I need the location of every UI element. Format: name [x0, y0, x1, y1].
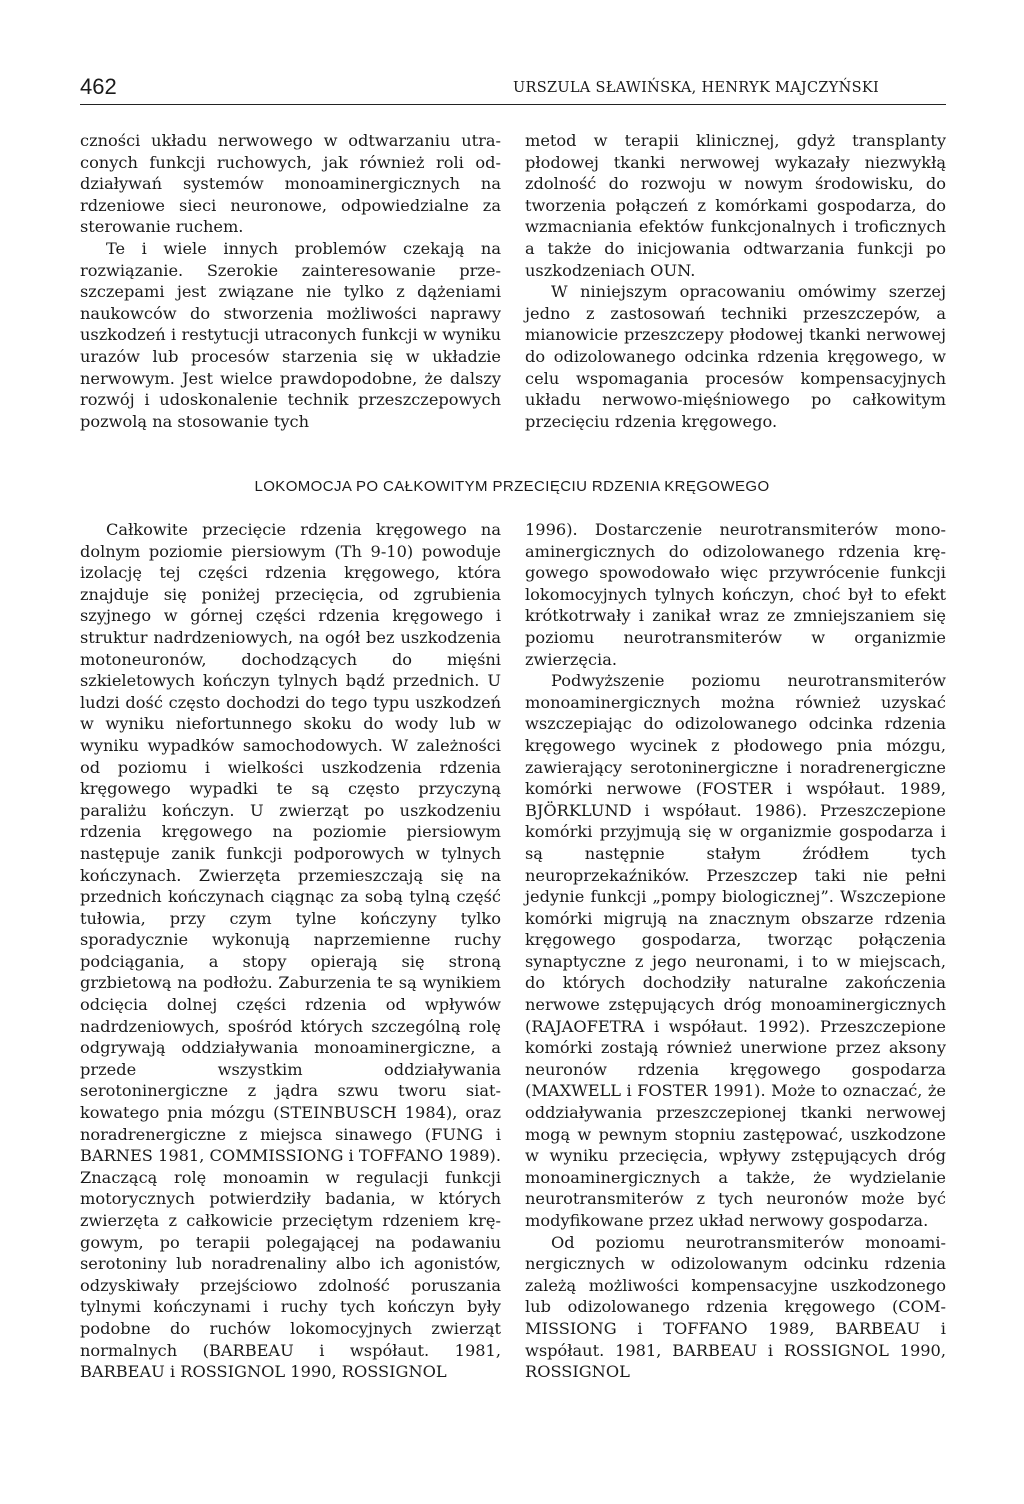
section-right-paragraph-2: Podwyższenie poziomu neurotransmiterów monoaminergicznych można również uzyskać wszczepiając do odizolowanego odcinka rdzenia kręgowego wycinek z płodowego pnia mózgu, zawierający serotoninergiczne i noradrenergiczne komórki nerwowe (FOSTER i współaut. 1989, BJÖRKLUND i współaut. 1986). Przeszczepione komórki przyjmują się w organizmie gospodarza i są następnie stałym źródłem tych neuroprzekaźników. Przeszczep taki nie pełni jedynie funkcji „pompy biologicznej”. Wszczepione komórki migrują na znacznym obszarze rdzenia kręgowego gospodarza, tworząc połączenia synaptyczne z jego neuronami, i to w miejscach, do których dochodziły naturalne zakończenia nerwowe zstępujących dróg monoaminergicznych (RAJAOFETRA i współaut. 1992). Przeszczepione komórki zostają również unerwione przez aksony neuronów rdzenia kręgowego gospodarza (MAXWELL i FOSTER 1991). Może to oznaczać, że oddziaływania przeszczepionej tkanki nerwowej mogą w pewnym stopniu zastępować, uszkodzone w wyniku przecięcia, wpływy zstępujących dróg monoaminergicznych a także, że wydzielanie neurotransmiterów z tych neuronów może być modyfikowane przez układ nerwowy gospodarza. [525, 671, 946, 1230]
page-header [80, 72, 946, 105]
intro-left-paragraph-2: Te i wiele innych problemów czekają na rozwiązanie. Szerokie zainteresowanie przeszczepami jest związane nie tylko z dążeniami naukowców do stworzenia możliwości naprawy uszkodzeń i restytucji utraconych funkcji w wyniku urazów lub procesów starzenia się w układzie nerwowym. Jest wielce prawdopodobne, że dalszy rozwój i udoskonalenie technik przeszczepowych pozwolą na stosowanie tych [80, 238, 501, 431]
section-right-paragraph-3: Od poziomu neurotransmiterów monoaminergicznych w odizolowanym odcinku rdzenia zależą możliwości kompensacyjne uszkodzonego lub odizolowanego rdzenia kręgowego (COMMISSIONG i TOFFANO 1989, BARBEAU i współaut. 1981, BARBEAU i ROSSIGNOL 1990, ROSSIGNOL [525, 1232, 946, 1382]
page-number: 462 [80, 74, 117, 99]
section-heading: LOKOMOCJA PO CAŁKOWITYM PRZECIĘCIU RDZENIA KRĘGOWEGO [254, 478, 770, 495]
intro-left-paragraph-1: czności układu nerwowego w odtwarzaniu utraconych funkcji ruchowych, jak również roli oddziaływań systemów monoaminergicznych na rdzeniowe sieci neuronowe, odpowiedzialne za sterowanie ruchem. [80, 131, 501, 237]
running-head-authors: URSZULA SŁAWIŃSKA, HENRYK MAJCZYŃSKI [513, 80, 880, 96]
section-left-column [80, 519, 501, 1383]
intro-left-column [80, 130, 501, 432]
section-right-paragraph-1: 1996). Dostarczenie neurotransmiterów monoaminergicznych do odizolowanego rdzenia kręgowego spowodowało więc przywrócenie funkcji lokomocyjnych tylnych kończyn, choć był to efekt krótkotrwały i zanikał wraz ze zmniejszaniem się poziomu neurotransmiterów w organizmie zwierzęcia. [525, 520, 946, 669]
intro-right-column [525, 130, 946, 432]
section-right-column [525, 519, 946, 1383]
intro-right-paragraph-1: metod w terapii klinicznej, gdyż transplanty płodowej tkanki nerwowej wykazały niezwykłą zdolność do rozwoju w nowym środowisku, do tworzenia połączeń z komórkami gospodarza, do wzmacniania efektów funkcjonalnych i troficznych a także do inicjowania odtwarzania funkcji po uszkodzeniach OUN. [525, 131, 946, 280]
section-left-paragraph-1: Całkowite przecięcie rdzenia kręgowego na dolnym poziomie piersiowym (Th 9-10) powoduje izolację tej części rdzenia kręgowego, która znajduje się poniżej przecięcia, od zgrubienia szyjnego w górnej części rdzenia kręgowego i struktur nadrdzeniowych, na ogół bez uszkodzenia motoneuronów, dochodzących do mięśni szkieletowych kończyn tylnych bądź przednich. U ludzi dość często dochodzi do tego typu uszkodzeń w wyniku niefortunnego skoku do wody lub w wyniku wypadków samochodowych. W zależności od poziomu i wielkości uszkodzenia rdzenia kręgowego wypadki te są często przyczyną paraliżu kończyn. U zwierząt po uszkodzeniu rdzenia kręgowego na poziomie piersiowym następuje zanik funkcji podporowych w tylnych kończynach. Zwierzęta przemieszczają się na przednich kończynach ciągnąc za sobą tylną część tułowia, przy czym tylne kończyny tylko sporadycznie wykonują naprzemienne ruchy podciągania, a stopy opierają się stroną grzbietową na podłożu. Zaburzenia te są wynikiem odcięcia dolnej części rdzenia od wpływów nadrdzeniowych, spośród których szczególną rolę odgrywają oddziaływania monoaminergiczne, a przede wszystkim oddziaływania serotoninergiczne z jądra szwu tworu siatkowatego pnia mózgu (STEINBUSCH 1984), oraz noradrenergiczne z miejsca sinawego (FUNG i BARNES 1981, COMMISSIONG i TOFFANO 1989). Znaczącą rolę monoamin w regulacji funkcji motorycznych potwierdziły badania, w których zwierzęta z całkowicie przeciętym rdzeniem kręgowym, po terapii polegającej na podawaniu serotoniny lub noradrenaliny albo ich agonistów, odzyskiwały przejściowo zdolność poruszania tylnymi kończynami i ruchy tych kończyn były podobne do ruchów lokomocyjnych zwierząt normalnych (BARBEAU i współaut. 1981, BARBEAU i ROSSIGNOL 1990, ROSSIGNOL [80, 520, 501, 1382]
intro-right-paragraph-2: W niniejszym opracowaniu omówimy szerzej jedno z zastosowań techniki przeszczepów, a mianowicie przeszczepy płodowej tkanki nerwowej do odizolowanego odcinka rdzenia kręgowego, w celu wspomagania procesów kompensacyjnych układu nerwowo-mięśniowego po całkowitym przecięciu rdzenia kręgowego. [525, 282, 946, 431]
